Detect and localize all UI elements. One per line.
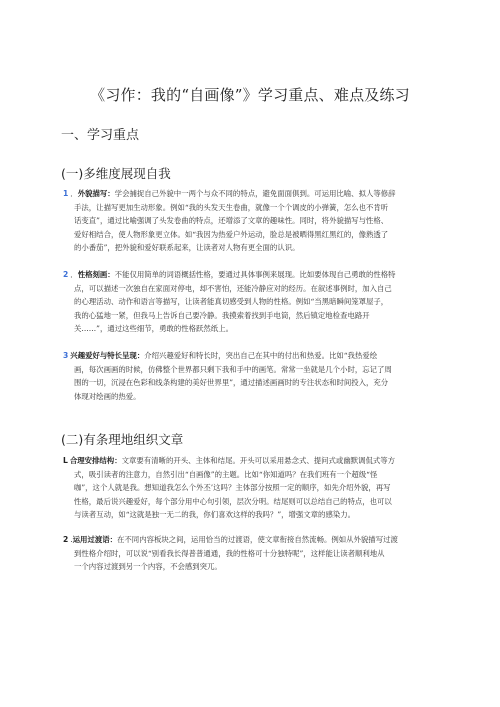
item-line: 到性格介绍时，可以说“别看我长得普普通通，我的性格可十分独特呢”，这样能让读者顺利地从 [74, 548, 385, 558]
item-line: 画，每次画画的时候，仿佛整个世界都只剩下我和手中的画笔。常常一坐就是几个小时，忘记了周 [74, 364, 392, 374]
item-line: 一个内容过渡到另一个内容，不会感到突兀。 [74, 562, 222, 572]
item-line: 的小番茄”，把外貌和爱好联系起来，让读者对人物有更全面的认识。 [74, 243, 300, 253]
subsection-heading-organization: (二)有条理地组织文章 [61, 432, 184, 447]
item-line: 爱好相结合，使人物形象更立体。如“我因为热爱户外运动，脸总是被晒得黑红黑红的，像熟透了 [74, 229, 389, 239]
item-line: 学会捕捉自己外貌中一两个与众不同的特点，避免面面俱到。可运用比喻、拟人等修辞 [114, 189, 396, 198]
item-lead: 性格刻画： [77, 270, 115, 279]
item-number: 1 [63, 189, 69, 198]
item-number: 2 [63, 535, 69, 544]
item-line: 话变直”，通过比喻强调了头发卷曲的特点，还增添了文章的趣味性。同时，将外貌描写与性格、 [74, 216, 389, 226]
section-heading-study-focus: 一、学习重点 [61, 128, 140, 143]
item-line: 我的心猛地一紧，但我马上告诉自己要冷静。我摸索着找到手电筒，然后镇定地检查电路开 [74, 310, 370, 320]
item-line: 在不同内容板块之间，运用恰当的过渡语，使文章衔接自然流畅。例如从外貌描写过渡 [117, 535, 398, 544]
item-line: 手法，让描写更加生动形象。例如“我的头发天生卷曲，就像一个个调皮的小弹簧，怎么也不肯听 [74, 202, 389, 212]
item-lead: 合理安排结构： [69, 456, 122, 465]
list-item-structure [63, 454, 433, 522]
item-line: 的心理活动、动作和语言等描写，让读者能真切感受到人物的性格。例如“当黑暗瞬间笼罩屋子， [74, 297, 389, 307]
item-lead: 兴趣爱好与特长呈现： [70, 351, 145, 360]
item-line: 体现对绘画的热爱。 [74, 391, 141, 401]
item-line: 文章要有清晰的开头、主体和结尾。开头可以采用悬念式、提问式或幽默调侃式等方 [121, 456, 396, 465]
item-number: L [63, 456, 68, 465]
item-line: 关……”，通过这些细节，勇敢的性格跃然纸上。 [74, 324, 233, 334]
item-number: 2 [63, 270, 69, 279]
item-lead: 运用过渡语： [72, 535, 118, 544]
list-item-personality: 2 ．性格刻画：不能仅用简单的词语概括性格，要通过具体事例来展现。比如要体现自己勇敢的性格特 点，可以描述一次独自在家面对停电，却不害怕，还能冷静应对的经历。在叙述事例时，加入自己 的心理活动、动作和语言等描写，让读者能真切感受到人物的性格。例如“当黑暗瞬间笼罩屋子， 我的心猛地一紧，但我马上告诉自己要冷静。我摸索着找到手电筒，然后镇定地检查电路开 关……”，通过这些细节，勇敢的性格跃然纸上。 [63, 268, 433, 336]
item-number: 3 [63, 351, 69, 360]
item-lead: 外貌描写： [77, 189, 115, 198]
subsection-heading-self-presentation: (一)多维度展现自我 [61, 166, 171, 181]
list-item-hobbies [63, 349, 433, 403]
item-line: 式，吸引读者的注意力，自然引出“自画像”的主题。比如“你知道吗？在我们班有一个超级“怪 [74, 469, 378, 479]
item-line: 围的一切，沉浸在色彩和线条构建的美好世界里”，通过描述画画时的专注状态和时间投入，充分 [74, 378, 389, 388]
item-line: 介绍兴趣爱好和特长时，突出自己在其中的付出和热爱。比如“我热爱绘 [144, 351, 378, 360]
list-item-appearance: 1 ．外貌描写：学会捕捉自己外貌中一两个与众不同的特点，避免面面俱到。可运用比喻、拟人等修辞 手法，让描写更加生动形象。例如“我的头发天生卷曲，就像一个个调皮的小弹簧，怎么也不肯听 话变直”，通过比喻强调了头发卷曲的特点，还增添了文章的趣味性。同时，将外貌描写与性格、 爱好相结合，使人物形象更立体。如“我因为热爱户外运动，脸总是被晒得黑红黑红的，像熟透了 的小番茄”，把外貌和爱好联系起来，让读者对人物有更全面的认识。 [63, 187, 433, 255]
item-line: 与读者互动，如“这就是独一无二的我，你们喜欢这样的我吗？”，增强文章的感染力。 [74, 510, 356, 520]
item-line: 咖”，这个人就是我。想知道我怎么个外丕’这吗？主体部分按照一定的顺序，如先介绍外貌，再写 [74, 483, 391, 493]
item-line: 点，可以描述一次独自在家面对停电，却不害怕，还能冷静应对的经历。在叙述事例时，加入自己 [74, 283, 392, 293]
document-title: 《习作：我的“自画像”》学习重点、难点及练习 [90, 86, 410, 104]
item-line: 不能仅用简单的词语概括性格，要通过具体事例来展现。比如要体现自己勇敢的性格特 [114, 270, 396, 279]
list-item-transitions: 2 .运用过渡语：在不同内容板块之间，运用恰当的过渡语，使文章衔接自然流畅。例如从外貌描写过渡 到性格介绍时，可以说“别看我长得普普通通，我的性格可十分独特呢”，这样能让读者顺利地从 一个内容过渡到另一个内容，不会感到突兀。 [63, 533, 433, 574]
item-line: 性格，最后说兴趣爱好，每个部分用中心句引领，层次分明。结尾则可以总结自己的特点，也可以 [74, 496, 392, 506]
